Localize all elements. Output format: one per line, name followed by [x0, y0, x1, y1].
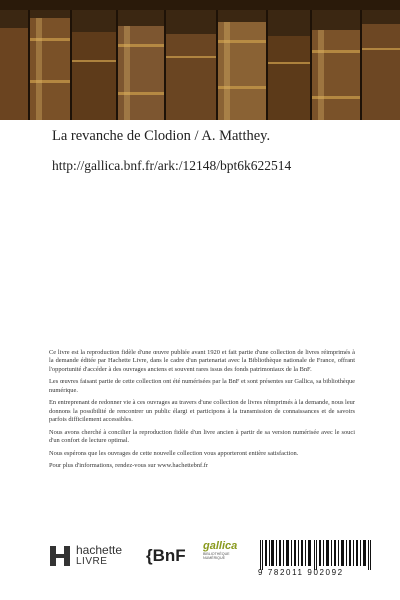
gallica-logo-text: gallica — [203, 540, 238, 552]
isbn-barcode — [258, 540, 378, 580]
blurb-paragraph: En entreprenant de redonner vie à ces ouvrages au travers d'une collection de livres réimprimés à la demande, nous leur donnons la possibilité de rencontrer un public élargi et participons à la transmission de connaissances et de savoirs parfois difficilement accessibles. — [49, 399, 355, 424]
hachette-logo-text: hachette — [76, 543, 123, 557]
blurb-paragraph: Les œuvres faisant partie de cette collection ont été numérisées par la BnF et sont présentes sur Gallica, sa bibliothèque numérique. — [49, 378, 355, 394]
gallica-sub-line: BIBLIOTHÈQUE — [203, 552, 230, 556]
gallica-url[interactable]: http://gallica.bnf.fr/ark:/12148/bpt6k622514 — [52, 158, 292, 173]
gallica-sub-line: NUMÉRIQUE — [203, 556, 225, 560]
bnf-logo: {BnF — [146, 546, 186, 565]
publisher-footer — [48, 540, 378, 580]
hachette-livre-logo — [48, 542, 122, 570]
blurb-paragraph: Ce livre est la reproduction fidèle d'une œuvre publiée avant 1920 et fait partie d'une collection de livres réimprimés à la demande éditée par Hachette Livre, dans le cadre d'un partenariat avec la Bibliothèque nationale de France, offrant l'opportunité d'accéder à des ouvrages anciens et souvent rares issus des fonds patrimoniaux de la BnF. — [49, 349, 355, 373]
book-spines-illustration — [0, 0, 400, 120]
gallica-logo — [203, 540, 243, 572]
isbn-number: 9 782011 902092 — [258, 568, 344, 577]
barcode-bars — [258, 540, 378, 570]
blurb-paragraph: Nous avons cherché à concilier la reproduction fidèle d'un livre ancien à partir de sa version numérisée avec le souci d'un confort de lecture optimal. — [49, 428, 355, 445]
blurb-paragraph: Pour plus d'informations, rendez-vous sur www.hachettebnf.fr — [49, 462, 209, 470]
hachette-mark-icon — [48, 544, 72, 568]
blurb-paragraph: Nous espérons que les ouvrages de cette nouvelle collection vous apporteront entière satisfaction. — [49, 449, 299, 457]
livre-logo-text: LIVRE — [76, 556, 108, 567]
book-spines-photo — [0, 0, 400, 120]
back-cover-text — [49, 349, 355, 475]
book-title: La revanche de Clodion / A. Matthey. — [52, 128, 271, 144]
